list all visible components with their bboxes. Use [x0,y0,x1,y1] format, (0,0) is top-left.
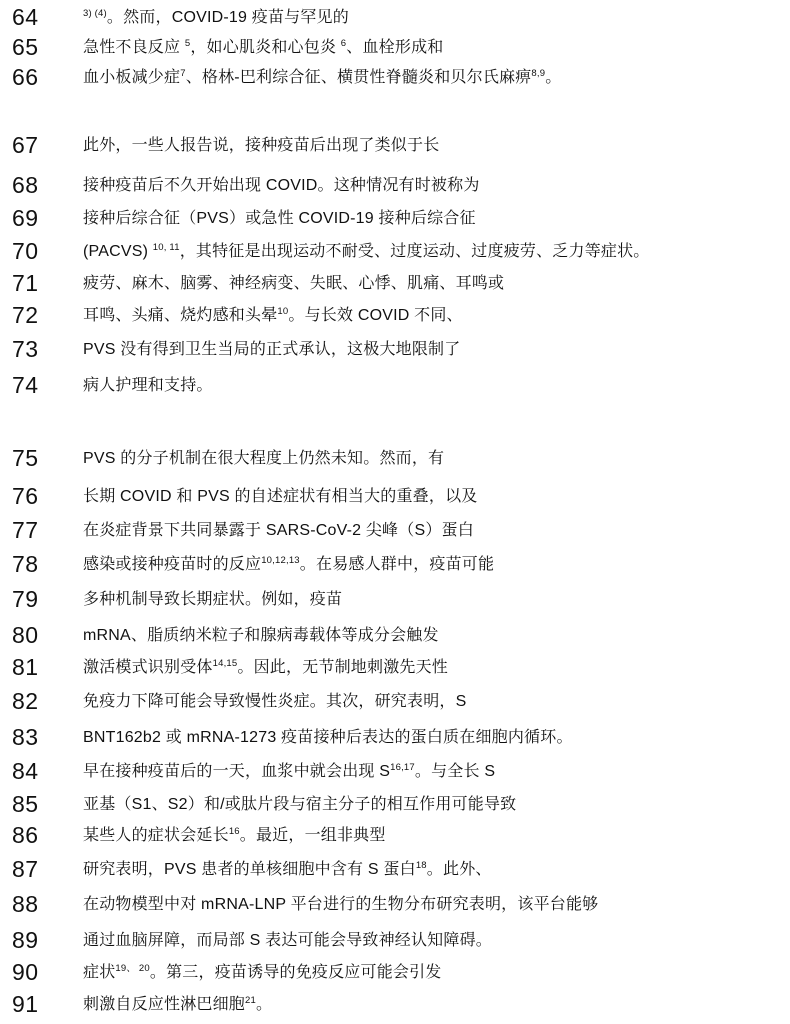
text-segment: 早在接种疫苗后的一天，血浆中就会出现 S [83,763,391,780]
citation-superscript: 8,9 [531,68,546,79]
text-segment: 。此外、 [426,861,492,878]
line-text [83,791,516,819]
line-number: 72 [12,302,39,328]
citation-superscript: 10,12,13 [261,555,300,566]
citation-superscript: 16 [228,826,240,837]
citation-superscript: 10 [277,306,289,317]
text-segment: 免疫力下降可能会导致慢性炎症。其次，研究表明，S [83,693,467,710]
line-number: 89 [12,927,39,953]
text-line [0,268,790,298]
line-number: 65 [12,34,39,60]
text-segment: 耳鸣、头痛、烧灼感和头晕 [83,307,278,324]
line-text [83,132,439,160]
text-line [0,549,790,579]
text-segment: 病人护理和支持。 [83,377,213,394]
line-number: 83 [12,724,39,750]
text-line [0,756,790,786]
text-segment: PVS 的分子机制在很大程度上仍然未知。然而，有 [83,450,445,467]
line-text [83,64,561,92]
line-number: 78 [12,551,39,577]
text-line [0,203,790,233]
line-number: 91 [12,991,39,1017]
text-line [0,820,790,850]
citation-superscript: 19、 20 [115,963,150,974]
line-text [83,822,386,850]
text-segment: 在炎症背景下共同暴露于 SARS-CoV-2 尖峰（S）蛋白 [83,522,474,539]
line-number: 70 [12,238,39,264]
line-text [83,483,477,511]
line-text [83,688,466,716]
text-segment: 疲劳、麻木、脑雾、神经病变、失眠、心悸、肌痛、耳鸣或 [83,275,505,292]
line-number: 66 [12,64,39,90]
text-line [0,300,790,330]
line-text [83,959,442,987]
text-segment: 某些人的症状会延长 [83,827,229,844]
line-text [83,205,476,233]
text-line [0,481,790,511]
text-line [0,620,790,650]
line-text [83,445,444,473]
line-text [83,517,474,545]
text-line [0,722,790,752]
line-number: 71 [12,270,39,296]
line-number: 77 [12,517,39,543]
text-line [0,957,790,987]
line-text [83,4,349,32]
line-text [83,34,443,62]
text-segment: 血小板减少症 [83,69,181,86]
line-text [83,622,439,650]
line-text [83,551,494,579]
text-segment: 在动物模型中对 mRNA-LNP 平台进行的生物分布研究表明，该平台能够 [83,896,599,913]
text-line [0,889,790,919]
citation-superscript: 10, 11 [152,242,180,253]
line-text [83,586,342,614]
line-number: 82 [12,688,39,714]
line-number: 64 [12,4,39,30]
line-number: 75 [12,445,39,471]
text-segment: 接种后综合征（PVS）或急性 COVID-19 接种后综合征 [83,210,476,227]
line-text [83,172,480,200]
text-line [0,515,790,545]
text-segment: 接种疫苗后不久开始出现 COVID。这种情况有时被称为 [83,177,480,194]
line-text [83,238,650,266]
line-number: 87 [12,856,39,882]
line-number: 88 [12,891,39,917]
text-segment: 。第三，疫苗诱导的免疫反应可能会引发 [149,964,442,981]
line-number: 79 [12,586,39,612]
line-number: 90 [12,959,39,985]
text-segment: 急性不良反应 [83,39,185,56]
text-segment: 。与全长 S [414,763,496,780]
text-line [0,236,790,266]
line-text [83,270,504,298]
text-segment: 激活模式识别受体 [83,659,213,676]
citation-superscript: 21 [245,995,256,1006]
text-segment: 感染或接种疫苗时的反应 [83,556,262,573]
line-text [83,856,492,884]
text-segment: 长期 COVID 和 PVS 的自述症状有相当大的重叠，以及 [83,488,478,505]
text-segment: (PACVS) [83,243,153,260]
line-number: 69 [12,205,39,231]
text-segment: mRNA、脂质纳米粒子和腺病毒载体等成分会触发 [83,627,439,644]
text-segment: 研究表明，PVS 患者的单核细胞中含有 S 蛋白 [83,861,416,878]
text-line [0,686,790,716]
text-segment: 多种机制导致长期症状。例如，疫苗 [83,591,343,608]
text-line [0,584,790,614]
line-text [83,302,463,330]
text-segment: 此外，一些人报告说，接种疫苗后出现了类似于长 [83,137,440,154]
line-text [83,927,492,955]
line-number: 68 [12,172,39,198]
text-line [0,925,790,955]
citation-superscript: 7 [180,68,186,79]
text-segment: 症状 [83,964,116,981]
citation-superscript: 14,15 [212,658,238,669]
text-segment: 亚基（S1、S2）和/或肽片段与宿主分子的相互作用可能导致 [83,796,517,813]
text-segment: ，如心肌炎和心包炎 [190,39,341,56]
line-number: 80 [12,622,39,648]
text-segment: 。最近，一组非典型 [239,827,386,844]
citation-superscript: 5 [184,38,191,49]
text-segment: 。与长效 COVID 不同、 [288,307,463,324]
text-line [0,989,790,1019]
text-segment: 通过血脑屏障，而局部 S 表达可能会导致神经认知障碍。 [83,932,492,949]
text-line [0,130,790,160]
line-text [83,724,573,752]
line-number: 76 [12,483,39,509]
text-segment: 刺激自反应性淋巴细胞 [83,996,246,1013]
text-segment: 。因此，无节制地刺激先天性 [237,659,448,676]
text-segment: 。 [255,996,273,1013]
line-number: 86 [12,822,39,848]
text-segment: 。在易感人群中，疫苗可能 [299,556,495,573]
citation-superscript: 16,17 [390,762,415,773]
text-line [0,170,790,200]
text-segment: ，其特征是出现运动不耐受、过度运动、过度疲劳、乏力等症状。 [179,243,650,260]
text-segment: 。 [545,69,562,86]
line-number: 85 [12,791,39,817]
line-number: 74 [12,372,39,398]
text-line [0,2,790,32]
citation-superscript: 3) (4) [83,8,107,19]
line-number: 73 [12,336,39,362]
text-segment: 。然而，COVID-19 疫苗与罕见的 [106,9,349,26]
line-number: 67 [12,132,39,158]
text-segment: BNT162b2 或 mRNA-1273 疫苗接种后表达的蛋白质在细胞内循环。 [83,729,573,746]
text-line [0,334,790,364]
text-segment: PVS 没有得到卫生当局的正式承认，这极大地限制了 [83,341,461,358]
line-text [83,372,213,400]
line-text [83,891,598,919]
text-segment: 、血栓形成和 [346,39,444,56]
text-line [0,443,790,473]
line-text [83,758,495,786]
citation-superscript: 6 [340,38,347,49]
line-text [83,336,460,364]
line-number: 81 [12,654,39,680]
citation-superscript: 18 [415,860,427,871]
line-text [83,654,448,682]
text-line [0,32,790,62]
text-line [0,652,790,682]
text-line [0,370,790,400]
text-line [0,854,790,884]
line-number: 84 [12,758,39,784]
text-line [0,789,790,819]
line-text [83,991,272,1019]
text-segment: 、格林-巴利综合征、横贯性脊髓炎和贝尔氏麻痹 [185,69,532,86]
text-line [0,62,790,92]
